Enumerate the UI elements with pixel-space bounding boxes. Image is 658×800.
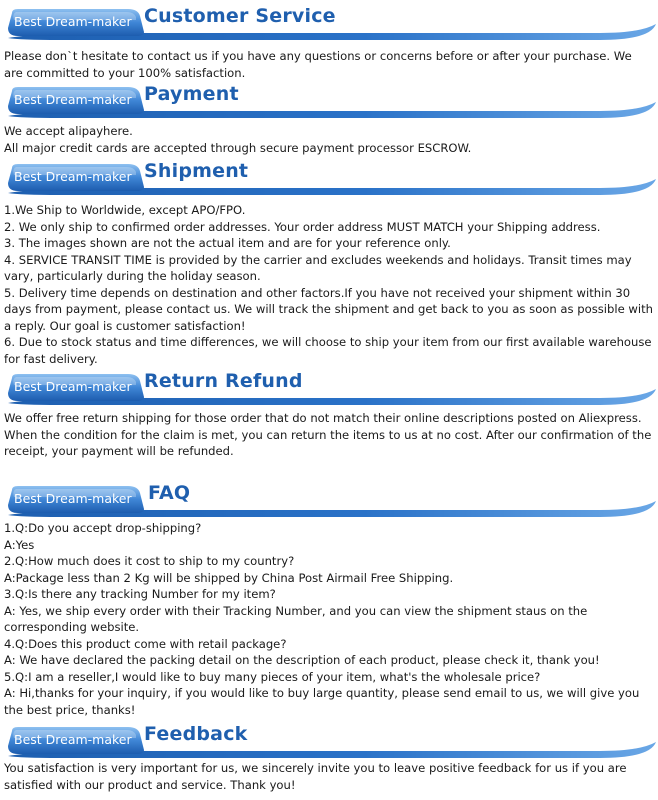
shipment-banner [0,157,658,197]
banner-badge: Best Dream-maker [14,14,132,29]
text-line: 3.Q:Is there any tracking Number for my item? [4,587,276,601]
feedback-title: Feedback [144,723,248,745]
banner-badge: Best Dream-maker [14,169,132,184]
text-line: We offer free return shipping for those order that do not match their online descriptions posted on Aliexpress. When the condition for the claim is met, you can return the items to us at no cost. After our confirmation of the receipt, your payment will be refunded. [4,411,652,458]
text-line: 4.Q:Does this product come with retail package? [4,636,287,651]
banner-badge: Best Dream-maker [14,732,132,747]
banner-badge: Best Dream-maker [14,491,132,506]
faq-banner [0,479,658,519]
customer-service-section [0,2,658,80]
text-line: 2.Q:How much does it cost to ship to my country? [4,554,295,568]
text-line: 5. Delivery time depends on destination and other factors.If you have not received your shipment within 30 days from payment, please contact us. We will track the shipment and get back to you as soon as possible with a reply. Our goal is customer satisfaction! [4,285,653,333]
text-line: 4. SERVICE TRANSIT TIME is provided by the carrier and excludes weekends and holidays. Transit times may vary, particularly during the holiday season. [4,252,632,283]
text-line: 1.Q:Do you accept drop-shipping? [4,521,202,535]
text-line: All major credit cards are accepted through secure payment processor ESCROW. [4,140,472,155]
payment-section [0,80,658,155]
text-line: A: Yes, we ship every order with their Tracking Number, and you can view the shipment staus on the corresponding website. [4,603,588,634]
text-line: 5.Q:I am a reseller,I would like to buy many pieces of your item, what's the wholesale price? [4,669,541,684]
text-line: 6. Due to stock status and time differences, we will choose to ship your item from our first available warehouse for fast delivery. [4,335,652,366]
text-line: Please don`t hesitate to contact us if you have any questions or concerns before or after your purchase. We are committed to your 100% satisfaction. [4,49,632,80]
faq-text [4,520,654,718]
text-line: A: We have declared the packing detail on the description of each product, please check it, thank you! [4,653,600,667]
return-refund-text [4,410,654,460]
text-line: A: Hi,thanks for your inquiry, if you would like to buy large quantity, please send email to us, we will give you the best price, thanks! [4,686,640,717]
banner-badge: Best Dream-maker [14,92,132,107]
customer-service-text [4,48,654,81]
faq-title: FAQ [148,482,191,504]
faq-section [0,479,658,717]
text-line: 2. We only ship to confirmed order addresses. Your order address MUST MATCH your Shipping address. [4,219,601,234]
text-line: 3. The images shown are not the actual item and are for your reference only. [4,236,451,250]
return-refund-section [0,367,658,458]
text-line: You satisfaction is very important for us, we sincerely invite you to leave positive feedback for us if you are satisfied with our product and service. Thank you! [4,761,627,792]
payment-banner [0,80,658,120]
shipment-text [4,202,654,367]
return-refund-banner [0,367,658,407]
shipment-title: Shipment [144,160,249,182]
text-line: A:Yes [4,537,35,552]
payment-text [4,123,654,156]
banner-badge: Best Dream-maker [14,379,132,394]
payment-title: Payment [144,83,239,105]
feedback-text [4,760,654,793]
customer-service-banner [0,2,658,42]
text-line: A:Package less than 2 Kg will be shipped by China Post Airmail Free Shipping. [4,570,454,585]
shipment-section [0,157,658,366]
text-line: We accept alipayhere. [4,124,133,138]
feedback-banner [0,720,658,760]
text-line: 1.We Ship to Worldwide, except APO/FPO. [4,203,246,217]
feedback-section [0,720,658,792]
customer-service-title: Customer Service [144,5,336,27]
return-refund-title: Return Refund [144,370,303,392]
